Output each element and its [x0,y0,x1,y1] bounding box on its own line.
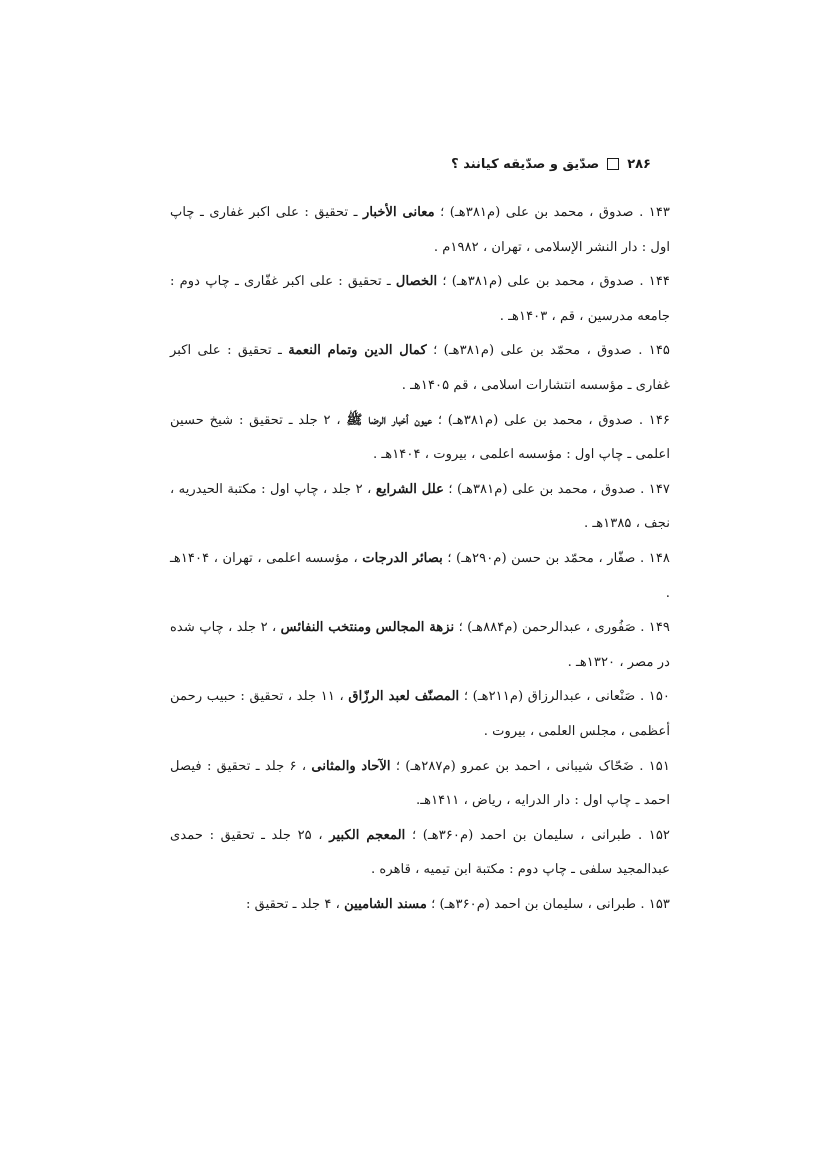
bibliography-entry [170,196,670,265]
entry-title: نزهة المجالس ومنتخب النفائس [280,620,455,636]
entry-number: ۱۵۰ . [639,689,670,705]
bibliography-entry [170,611,670,680]
entry-author: صدوق ، محمد بن علی (م۳۸۱هـ) ؛ [442,274,635,290]
bibliography-entry [170,680,670,749]
bibliography-list [170,196,670,922]
entry-author: ضَحّاک شیبانی ، احمد بن عمرو (م۲۸۷هـ) ؛ [395,758,635,774]
entry-author: صدوق ، محمد بن علی (م۳۸۱هـ) ؛ [440,205,634,220]
entry-details: ـ تحقیق : علی اکبر غفّاری ـ چاپ دوم : جامعه مدرسین ، قم ، ۱۴۰۳هـ . [170,274,670,324]
entry-author: صَفُوری ، عبدالرحمن (م۸۸۴هـ) ؛ [458,620,636,636]
entry-title: معانی الأخبار [362,205,435,220]
entry-details: ، ۲ جلد ـ تحقیق : شیخ حسین اعلمی ـ چاپ اول : مؤسسه اعلمی ، بیروت ، ۱۴۰۴هـ . [170,412,670,463]
bibliography-entry [170,334,670,403]
entry-details: ـ تحقیق : علی اکبر غفاری ـ مؤسسه انتشارات اسلامی ، قم ۱۴۰۵هـ . [170,343,670,393]
entry-details: ، ۲ جلد ، چاپ اول : مکتبة الحیدریه ، نجف ، ۱۳۸۵هـ . [170,481,670,532]
entry-number: ۱۴۸ . [640,550,670,566]
page-number: ۲۸۶ [627,156,651,172]
entry-details: ، ۲ جلد ، چاپ شده در مصر ، ۱۳۲۰هـ . [170,620,670,670]
entry-author: صدوق ، محمد بن علی (م۳۸۱هـ) ؛ [437,412,634,428]
entry-title: المصنّف لعبد الرزّاق [348,689,460,705]
bibliography-entry [170,750,670,819]
entry-title: الخصال [395,274,438,290]
entry-number: ۱۵۳ . [640,896,670,912]
entry-author: صَنْعانی ، عبدالرزاق (م۲۱۱هـ) ؛ [463,689,636,705]
entry-number: ۱۴۷ . [640,481,671,497]
entry-details: ، ۱۱ جلد ، تحقیق : حبیب رحمن أعظمی ، مجلس العلمی ، بیروت . [170,689,670,739]
entry-author: صفّار ، محمّد بن حسن (م۲۹۰هـ) ؛ [447,550,636,566]
entry-title: بصائر الدرجات [362,550,443,566]
entry-title: علل الشرایع [375,481,444,497]
entry-details: ، ۴ جلد ـ تحقیق : [245,896,340,912]
bibliography-entry [170,542,670,611]
entry-number: ۱۴۶ . [638,412,670,428]
entry-details: ، مؤسسه اعلمی ، تهران ، ۱۴۰۴هـ . [170,550,670,601]
entry-number: ۱۴۵ . [638,343,671,359]
entry-author: طبرانی ، سلیمان بن احمد (م۳۶۰هـ) ؛ [431,896,637,912]
entry-details: ، ۶ جلد ـ تحقیق : فیصل احمد ـ چاپ اول : دار الدرایه ، ریاض ، ۱۴۱۱هـ. [170,758,670,809]
entry-author: صدوق ، محمد بن علی (م۳۸۱هـ) ؛ [448,481,636,497]
entry-title: عیون أخبار الرضا ﷺ [346,412,433,428]
page-header [451,152,651,176]
entry-author: صدوق ، محمّد بن علی (م۳۸۱هـ) ؛ [433,343,632,359]
bibliography-entry [170,404,670,473]
entry-author: طبرانی ، سلیمان بن احمد (م۳۶۰هـ) ؛ [411,827,632,843]
bibliography-entry [170,819,670,888]
entry-number: ۱۵۲ . [637,827,670,843]
entry-number: ۱۵۱ . [639,758,670,774]
entry-title: کمال الدین وتمام النعمة [288,343,427,359]
entry-number: ۱۴۴ . [639,274,670,290]
bibliography-entry [170,473,670,542]
entry-title: المعجم الکبیر [329,827,406,843]
running-title: صدّیق و صدّیقه کیانند ؟ [451,156,600,172]
header-box-icon [607,158,619,170]
entry-details: ـ تحقیق : علی اکبر غفاری ـ چاپ اول : دار النشر الإسلامی ، تهران ، ۱۹۸۲م . [170,205,670,255]
entry-title: مسند الشامیین [344,896,427,912]
entry-title: الآحاد والمثانی [311,758,391,774]
entry-details: ، ۲۵ جلد ـ تحقیق : حمدی عبدالمجید سلفی ـ چاپ دوم : مکتبة ابن تیمیه ، قاهره . [170,827,670,878]
entry-number: ۱۴۳ . [639,205,670,220]
entry-number: ۱۴۹ . [640,620,671,636]
bibliography-entry [170,265,670,334]
bibliography-entry [170,888,670,923]
